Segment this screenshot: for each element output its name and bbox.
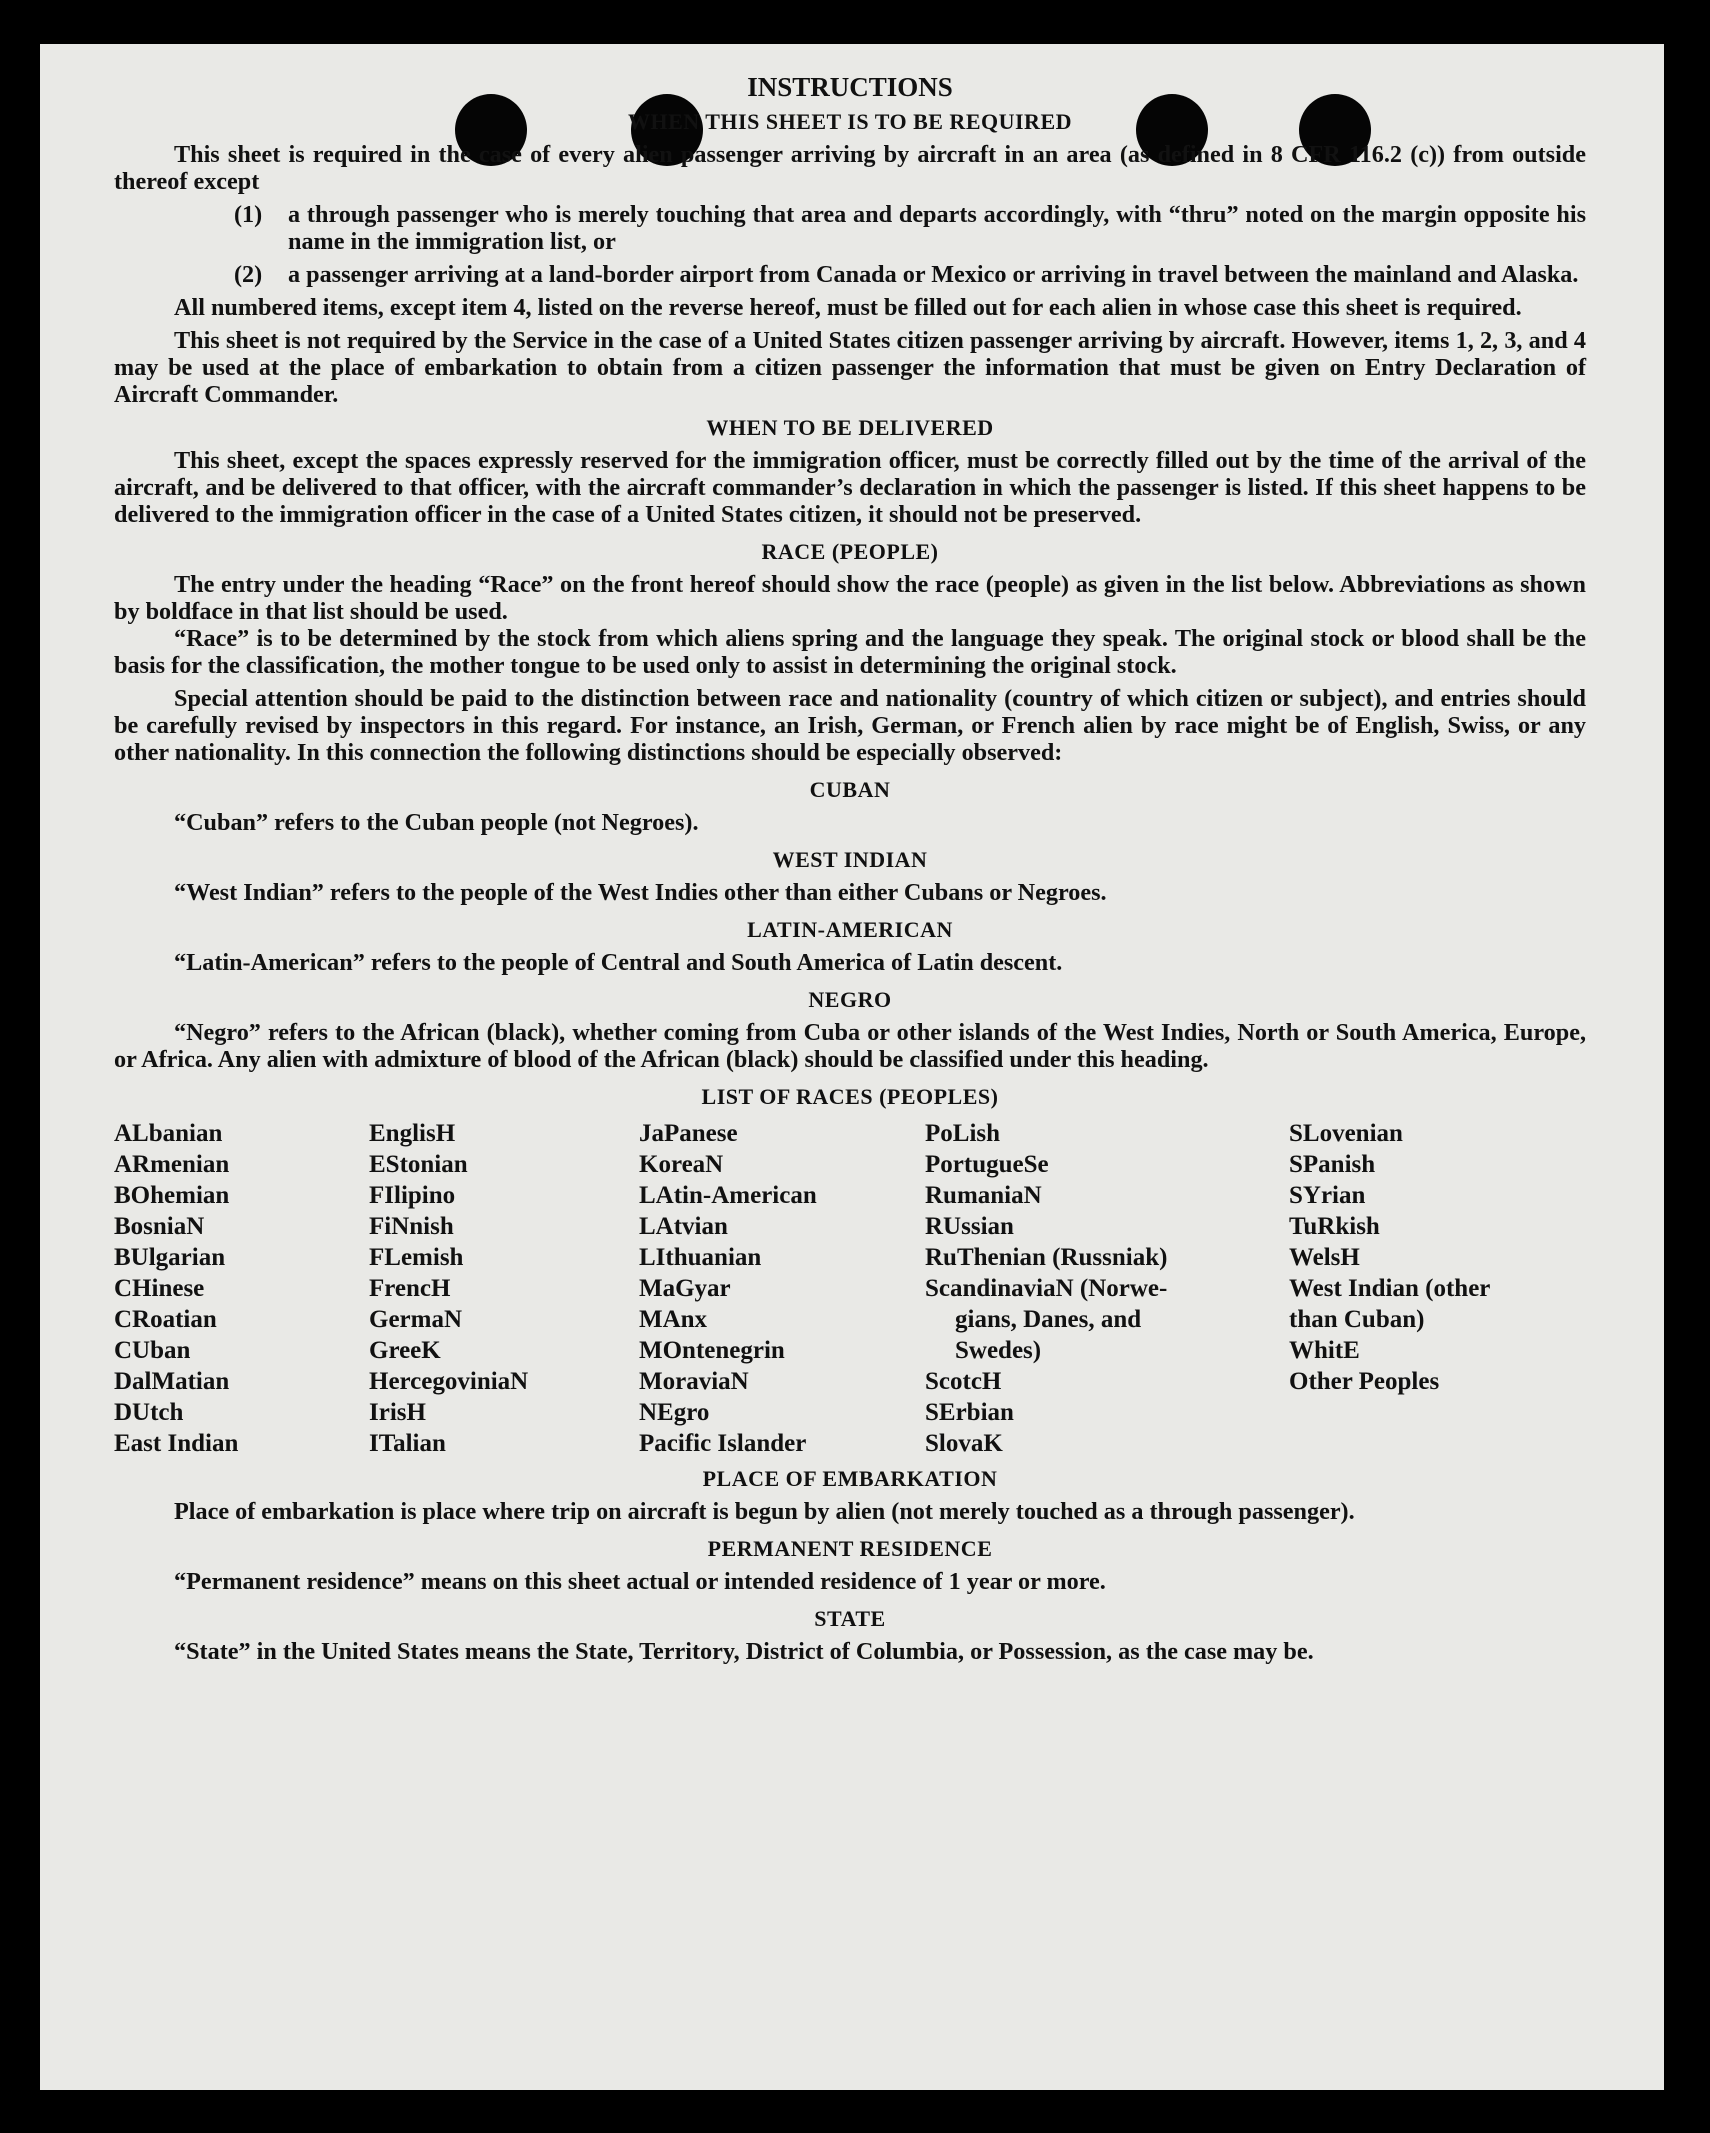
race-entry: DalMatian (114, 1368, 230, 1395)
race-entry: SErbian (925, 1399, 1014, 1426)
race-entry: HercegoviniaN (369, 1368, 529, 1395)
race-paragraph-2: “Race” is to be determined by the stock from which aliens spring and the language they speak. The original stock or blood shall be the basis for the classification, the mother tongue to be used only to assist in determining the original stock. (114, 625, 1586, 679)
race-entry: ALbanian (114, 1120, 223, 1147)
race-entry: CHinese (114, 1275, 205, 1302)
negro-paragraph: “Negro” refers to the African (black), whether coming from Cuba or other islands of the West Indies, North or South America, Europe, or Africa. Any alien with admixture of blood of the African (black) should be classified under this heading. (114, 1019, 1586, 1073)
race-entry: WhitE (1289, 1337, 1360, 1364)
race-entry: ScandinaviaN (Norwe- (925, 1275, 1168, 1302)
races-list (114, 1118, 1586, 1459)
races-column (369, 1118, 639, 1459)
race-entry: SlovaK (925, 1430, 1003, 1457)
heading-state: STATE (814, 1606, 886, 1631)
heading-when-required: WHEN THIS SHEET IS TO BE REQUIRED (627, 109, 1073, 134)
race-entry: MAnx (639, 1306, 708, 1333)
race-entry: FrencH (369, 1275, 451, 1302)
race-entry: SYrian (1289, 1182, 1366, 1209)
heading-cuban: CUBAN (809, 777, 891, 802)
heading-negro: NEGRO (808, 987, 892, 1012)
items-paragraph: All numbered items, except item 4, listed on the reverse hereof, must be filled out for each alien in whose case this sheet is required. (174, 294, 1522, 321)
exception-number: (1) (234, 201, 263, 228)
cuban-paragraph: “Cuban” refers to the Cuban people (not Negroes). (174, 809, 699, 836)
race-entry: MOntenegrin (639, 1337, 785, 1364)
race-entry: PoLish (925, 1120, 1001, 1147)
race-entry: LAtin-American (639, 1182, 817, 1209)
race-entry-continued: Swedes) (955, 1337, 1042, 1364)
race-entry: East Indian (114, 1430, 239, 1457)
heading-race: RACE (PEOPLE) (761, 539, 939, 564)
race-entry: WelsH (1289, 1244, 1360, 1271)
intro-paragraph: This sheet is required in the case of every alien passenger arriving by aircraft in an area (as defined in 8 CFR 116.2 (c)) from outside thereof except (114, 141, 1586, 195)
race-entry: MoraviaN (639, 1368, 749, 1395)
race-entry: BUlgarian (114, 1244, 226, 1271)
race-entry: FiNnish (369, 1213, 454, 1240)
race-entry-continued: gians, Danes, and (955, 1306, 1142, 1333)
race-entry: FIlipino (369, 1182, 456, 1209)
race-entry: GreeK (369, 1337, 441, 1364)
race-entry: ScotcH (925, 1368, 1002, 1395)
race-paragraph-1: The entry under the heading “Race” on the front hereof should show the race (people) as given in the list below. Abbreviations as shown by boldface in that list should be used. (114, 571, 1586, 625)
exception-text: a passenger arriving at a land-border airport from Canada or Mexico or arriving in travel between the mainland and Alaska. (288, 261, 1579, 288)
race-paragraph-3: Special attention should be paid to the distinction between race and nationality (country of which citizen or subject), and entries should be carefully revised by inspectors in this regard. For instance, an Irish, German, or French alien by race might be of English, Swiss, or any other nationality. In this connection the following distinctions should be especially observed: (114, 685, 1586, 766)
race-entry: KoreaN (639, 1151, 724, 1178)
race-entry: BosniaN (114, 1213, 205, 1240)
heading-when-delivered: WHEN TO BE DELIVERED (706, 415, 994, 440)
race-entry: SPanish (1289, 1151, 1376, 1178)
exception-number: (2) (234, 261, 263, 288)
race-entry: ARmenian (114, 1151, 230, 1178)
race-entry: NEgro (639, 1399, 710, 1426)
race-entry: IrisH (369, 1399, 426, 1426)
race-entry: FLemish (369, 1244, 464, 1271)
race-entry: GermaN (369, 1306, 463, 1333)
races-column (925, 1118, 1289, 1459)
heading-embarkation: PLACE OF EMBARKATION (702, 1466, 998, 1491)
races-column (639, 1118, 925, 1459)
heading-latin-american: LATIN-AMERICAN (747, 917, 953, 942)
race-entry: Other Peoples (1289, 1368, 1440, 1395)
page-title: INSTRUCTIONS (747, 72, 953, 102)
races-column (114, 1118, 369, 1459)
heading-list-of-races: LIST OF RACES (PEOPLES) (701, 1084, 999, 1109)
race-entry: RumaniaN (925, 1182, 1042, 1209)
residence-paragraph: “Permanent residence” means on this sheet actual or intended residence of 1 year or more. (174, 1568, 1106, 1595)
race-entry: RuThenian (Russniak) (925, 1244, 1168, 1271)
races-column (1289, 1118, 1559, 1459)
race-entry: CUban (114, 1337, 191, 1364)
citizen-paragraph: This sheet is not required by the Service in the case of a United States citizen passenger arriving by aircraft. However, items 1, 2, 3, and 4 may be used at the place of embarkation to obtain from a citizen passenger the information that must be given on Entry Declaration of Aircraft Commander. (114, 327, 1586, 408)
race-entry: Pacific Islander (639, 1430, 807, 1457)
race-entry: LAtvian (639, 1213, 728, 1240)
embarkation-paragraph: Place of embarkation is place where trip on aircraft is begun by alien (not merely touched as a through passenger). (174, 1498, 1355, 1525)
race-entry: SLovenian (1289, 1120, 1403, 1147)
race-entry: EnglisH (369, 1120, 456, 1147)
instructions-content (114, 72, 1586, 1665)
race-entry: DUtch (114, 1399, 184, 1426)
west-indian-paragraph: “West Indian” refers to the people of the West Indies other than either Cubans or Negroes. (174, 879, 1107, 906)
race-entry: TuRkish (1289, 1213, 1380, 1240)
race-entry: JaPanese (639, 1120, 738, 1147)
heading-west-indian: WEST INDIAN (772, 847, 928, 872)
state-paragraph: “State” in the United States means the State, Territory, District of Columbia, or Possession, as the case may be. (174, 1638, 1314, 1665)
race-entry: West Indian (other (1289, 1275, 1491, 1302)
exception-item (234, 201, 1586, 255)
exception-text: a through passenger who is merely touching that area and departs accordingly, with “thru” noted on the margin opposite his name in the immigration list, or (288, 201, 1586, 255)
heading-residence: PERMANENT RESIDENCE (707, 1536, 993, 1561)
race-entry: CRoatian (114, 1306, 217, 1333)
exception-item (234, 261, 1586, 288)
delivery-paragraph: This sheet, except the spaces expressly reserved for the immigration officer, must be correctly filled out by the time of the arrival of the aircraft, and be delivered to that officer, with the aircraft commander’s declaration in which the passenger is listed. If this sheet happens to be delivered to the immigration officer in the case of a United States citizen, it should not be preserved. (114, 447, 1586, 528)
race-entry: LIthuanian (639, 1244, 762, 1271)
latin-american-paragraph: “Latin-American” refers to the people of Central and South America of Latin descent. (174, 949, 1063, 976)
race-entry: RUssian (925, 1213, 1014, 1240)
race-entry: BOhemian (114, 1182, 230, 1209)
race-entry: EStonian (369, 1151, 468, 1178)
race-entry: MaGyar (639, 1275, 731, 1302)
race-entry: ITalian (369, 1430, 446, 1457)
race-entry: PortugueSe (925, 1151, 1049, 1178)
race-entry-continued: than Cuban) (1289, 1306, 1425, 1333)
